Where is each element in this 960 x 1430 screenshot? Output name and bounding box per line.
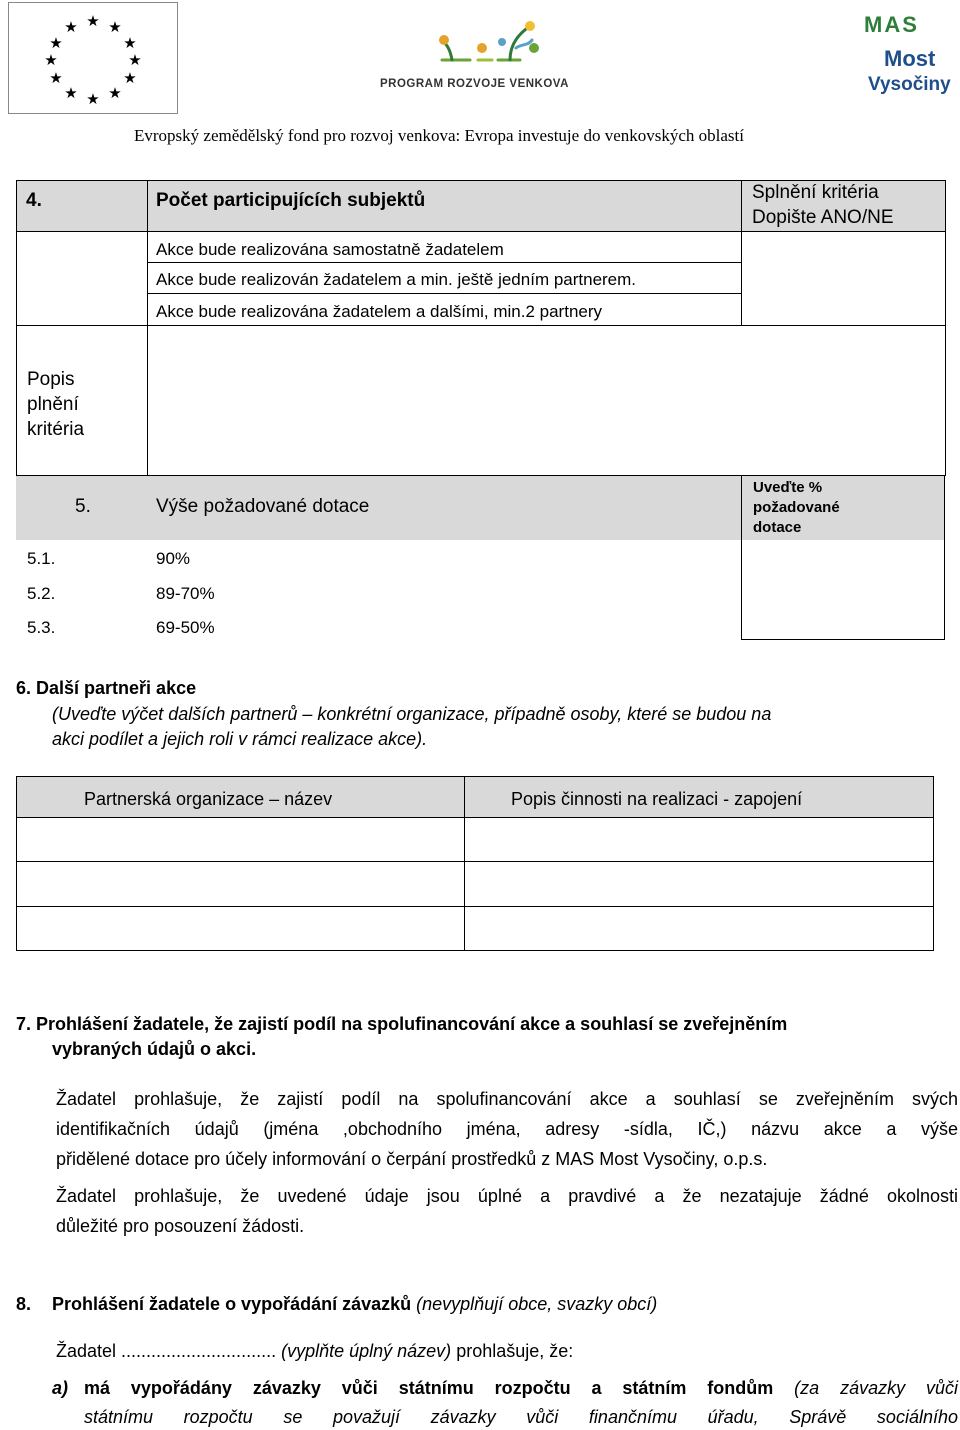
section5-right-line: dotace (753, 519, 802, 536)
section6-note: akci podílet a jejich roli v rámci realizace akce). (52, 729, 428, 749)
svg-text:★: ★ (123, 34, 137, 52)
criterion-label-line1: Splnění kritéria (752, 182, 879, 203)
partner-cell-input[interactable] (465, 818, 933, 861)
section4-option: Akce bude realizována žadatelem a dalšími, min.2 partnery (156, 302, 603, 321)
section8-title (52, 1294, 657, 1315)
section8-number: 8. (16, 1294, 32, 1314)
section5-right-border (944, 476, 945, 640)
header-tagline: Evropský zemědělský fond pro rozvoj venkova: Evropa investuje do venkovských oblastí (134, 126, 744, 145)
section5-row-value: 90% (156, 549, 191, 568)
svg-text:★: ★ (86, 90, 100, 108)
popis-label-line: Popis (27, 369, 75, 390)
section7-paragraph-line: důležité pro posouzení žádosti. (56, 1216, 305, 1236)
mas-logo-line3: Vysočiny (868, 74, 951, 95)
section5-number: 5. (75, 496, 91, 517)
section4-option: Akce bude realizována samostatně žadatelem (156, 240, 504, 259)
section4-number: 4. (26, 190, 42, 211)
plants-icon (370, 18, 600, 76)
svg-text:★: ★ (64, 18, 78, 36)
section4-option: Akce bude realizován žadatelem a min. ještě jedním partnerem. (156, 270, 637, 289)
svg-text:★: ★ (64, 84, 78, 102)
section7-heading: 7. Prohlášení žadatele, že zajistí podíl na spolufinancování akce a souhlasí se zveřejněním (16, 1014, 788, 1034)
item-a-bold-text: má vypořádány závazky vůči státnímu rozpočtu a státním fondům (84, 1378, 774, 1398)
section5-bottom-border (741, 639, 945, 640)
item-a-line2: státnímu rozpočtu se považují závazky vůči finančnímu úřadu, Správě sociálního (84, 1407, 958, 1427)
section5-row-num: 5.1. (27, 549, 56, 568)
partner-cell-input[interactable] (17, 862, 463, 906)
section5-title: Výše požadované dotace (156, 496, 370, 517)
item-a-italic-text: (za závazky vůči (794, 1378, 958, 1398)
program-logo-text: PROGRAM ROZVOJE VENKOVA (380, 78, 569, 90)
partner-cell-input[interactable] (17, 818, 463, 861)
criterion-label-line2: Dopište ANO/NE (752, 207, 894, 228)
partner-cell-input[interactable] (465, 907, 933, 950)
item-a-line1 (84, 1378, 958, 1399)
section6-note: (Uveďte výčet dalších partnerů – konkrétní organizace, případně osoby, které se budou na (52, 704, 772, 724)
popis-label-line: kritéria (27, 419, 85, 440)
svg-text:★: ★ (44, 51, 58, 69)
mas-logo-line2: Most (884, 46, 936, 71)
partner-table-header-name: Partnerská organizace – název (84, 789, 333, 809)
popis-input-area[interactable] (148, 326, 945, 475)
svg-text:★: ★ (123, 69, 137, 87)
section4-option-line (147, 293, 742, 294)
section7-paragraph-line: identifikačních údajů (jména ,obchodního jména, adresy -sídla, IČ,) názvu akce a výše (56, 1119, 958, 1139)
item-a-label: a) (52, 1378, 69, 1398)
partner-cell-input[interactable] (465, 862, 933, 906)
popis-label-line: plnění (27, 394, 79, 415)
section7-paragraph-line: Žadatel prohlašuje, že zajistí podíl na spolufinancování akce a souhlasí se zveřejněním svých (56, 1089, 958, 1109)
zadatel-declaration: prohlašuje, že: (456, 1341, 574, 1361)
svg-text:★: ★ (108, 84, 122, 102)
mas-logo-line1: MAS (864, 12, 919, 37)
section7-heading: vybraných údajů o akci. (52, 1039, 257, 1059)
svg-text:★: ★ (128, 51, 142, 69)
section7-paragraph-line: Žadatel prohlašuje, že uvedené údaje jsou úplné a pravdivé a že nezatajuje žádné okolnosti (56, 1186, 958, 1206)
svg-text:★: ★ (49, 34, 63, 52)
section6-heading: 6. Další partneři akce (16, 678, 197, 698)
svg-text:★: ★ (86, 12, 100, 30)
section5-right-line: Uveďte % (753, 479, 823, 496)
section7-paragraph-line: přidělené dotace pro účely informování o čerpání prostředků z MAS Most Vysočiny, o.p.s. (56, 1149, 768, 1169)
section8-title-bold: Prohlášení žadatele o vypořádání závazků (52, 1294, 412, 1314)
partner-table-header-popis: Popis činnosti na realizaci - zapojení (511, 789, 803, 809)
zadatel-name-blank[interactable]: Žadatel ............................... (56, 1341, 277, 1361)
svg-text:★: ★ (108, 18, 122, 36)
zadatel-line (56, 1341, 573, 1362)
section5-row-value: 69-50% (156, 618, 215, 637)
program-rozvoje-venkova-logo (370, 18, 600, 98)
eu-flag-logo (8, 2, 178, 114)
mas-most-vysociny-logo (862, 12, 951, 108)
section5-row-num: 5.3. (27, 618, 56, 637)
section8-title-italic: (nevyplňují obce, svazky obcí) (416, 1294, 658, 1314)
partner-cell-input[interactable] (17, 907, 463, 950)
section4-option-line (147, 262, 742, 263)
zadatel-hint: (vyplňte úplný název) (281, 1341, 452, 1361)
section5-right-line: požadované (753, 499, 840, 516)
section5-row-value: 89-70% (156, 584, 215, 603)
section5-row-num: 5.2. (27, 584, 56, 603)
section4-title: Počet participujících subjektů (156, 190, 426, 211)
svg-text:★: ★ (49, 69, 63, 87)
dotace-percent-input[interactable] (742, 541, 944, 639)
